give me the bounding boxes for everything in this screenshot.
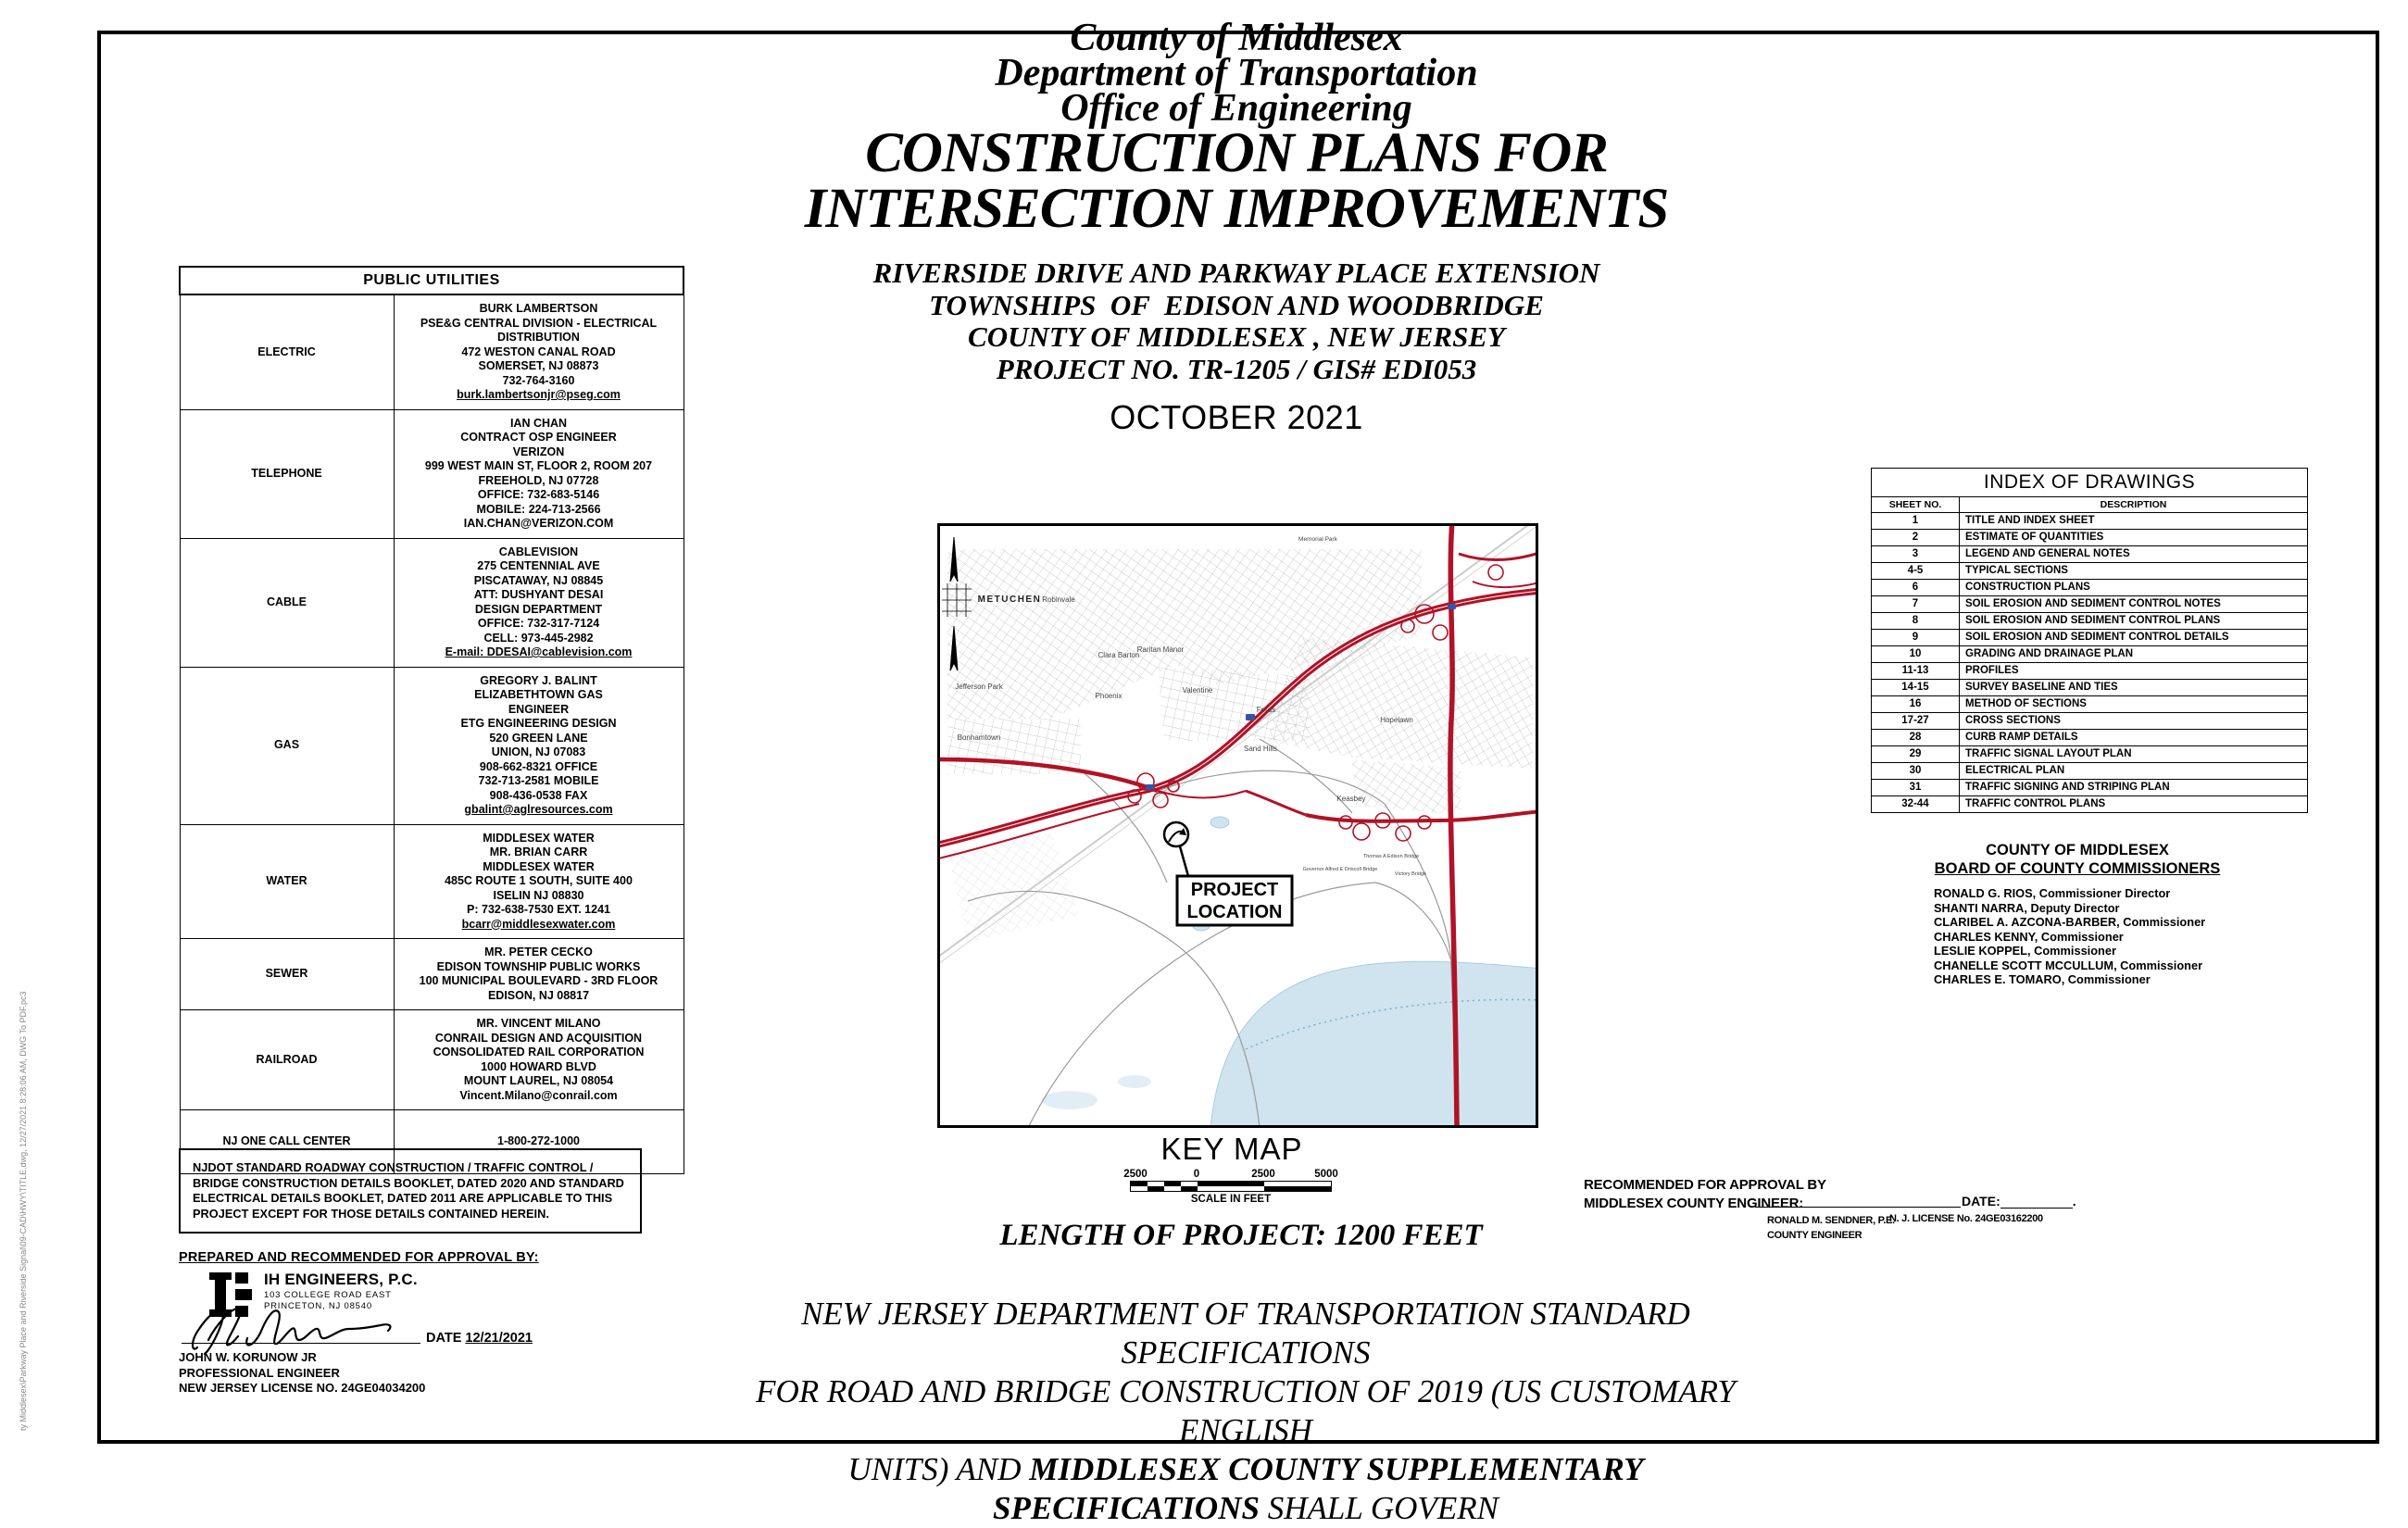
index-description: METHOD OF SECTIONS <box>1960 696 2308 713</box>
index-sheet-no: 14-15 <box>1872 680 1960 696</box>
engineer-block <box>179 1350 425 1396</box>
agency-line-3: Office of Engineering <box>1060 87 1412 130</box>
plan-date: OCTOBER 2021 <box>1110 398 1363 436</box>
index-description: TRAFFIC CONTROL PLANS <box>1960 796 2308 813</box>
scale-label-1: 0 <box>1193 1169 1200 1180</box>
key-map <box>937 523 1538 1128</box>
index-description: SOIL EROSION AND SEDIMENT CONTROL NOTES <box>1960 596 2308 613</box>
map-place-label: Hopelawn <box>1380 716 1413 724</box>
index-sheet-no: 28 <box>1872 730 1960 746</box>
map-place-label: METUCHEN <box>977 595 1042 605</box>
index-description: TRAFFIC SIGNING AND STRIPING PLAN <box>1960 780 2308 796</box>
title-block <box>722 17 1750 437</box>
plot-stamp: ty Middlesex\Parkway Place and Riverside Signal\09-CAD\HWY\TITLE.dwg, 12/27/2021 8:28:06 AM, DWG To PDF.pc3 <box>19 991 28 1431</box>
utility-contact-line: MR. PETER CECKO <box>484 946 593 958</box>
index-row <box>1872 596 2308 613</box>
index-sheet-no: 10 <box>1872 646 1960 663</box>
county-engineer-title: COUNTY ENGINEER <box>1767 1230 1862 1241</box>
utility-contact-line: SOMERSET, NJ 08873 <box>478 359 599 372</box>
board-heading-2: BOARD OF COUNTY COMMISSIONERS <box>1934 860 2221 877</box>
board-member: CHARLES KENNY, Commissioner <box>1934 929 2124 944</box>
index-row <box>1872 563 2308 580</box>
utility-contact-line: DESIGN DEPARTMENT <box>474 602 603 616</box>
index-row <box>1872 580 2308 596</box>
utility-contact-line: MIDDLESEX WATER <box>483 859 595 873</box>
index-description: SOIL EROSION AND SEDIMENT CONTROL PLANS <box>1960 613 2308 630</box>
spec-line-4: SPECIFICATIONS SHALL GOVERN <box>993 1490 1499 1526</box>
utility-contact <box>394 409 684 538</box>
index-row <box>1872 763 2308 780</box>
map-place-label: Keasbey <box>1336 795 1366 803</box>
engineer-license: NEW JERSEY LICENSE NO. 24GE04034200 <box>179 1381 426 1395</box>
board-member: LESLIE KOPPEL, Commissioner <box>1934 944 2116 958</box>
utility-contact-line: 485C ROUTE 1 SOUTH, SUITE 400 <box>445 874 633 887</box>
utility-contact-line: FREEHOLD, NJ 07728 <box>478 473 599 487</box>
utility-label: TELEPHONE <box>180 409 394 538</box>
county-engineer-license: N. J. LICENSE No. 24GE03162200 <box>1889 1213 2043 1224</box>
agency-line-1: County of Middlesex <box>1070 17 1403 59</box>
utility-contact-line: UNION, NJ 07083 <box>491 745 586 758</box>
map-place-label: Victory Bridge <box>1394 871 1427 877</box>
index-row <box>1872 630 2308 646</box>
map-place-label: Fords <box>1256 706 1276 714</box>
utility-contact-line: IAN CHAN <box>509 416 568 430</box>
map-place-label: Memorial Park <box>1298 536 1337 543</box>
spec-line-1: NEW JERSEY DEPARTMENT OF TRANSPORTATION STANDARD SPECIFICATIONS <box>801 1296 1690 1371</box>
utility-label: WATER <box>180 824 394 939</box>
firm-address-1: 103 COLLEGE ROAD EAST <box>264 1290 392 1300</box>
utility-row <box>180 538 684 667</box>
utility-contact-line: CELL: 973-445-2982 <box>483 631 594 645</box>
utility-contact-line: 1-800-272-1000 <box>497 1134 580 1147</box>
index-row <box>1872 680 2308 696</box>
utility-contact-line: IAN.CHAN@VERIZON.COM <box>463 517 614 530</box>
length-of-project: LENGTH OF PROJECT: 1200 FEET <box>999 1219 1483 1252</box>
utility-contact-line: burk.lambertsonjr@pseg.com <box>457 388 621 401</box>
index-description: ESTIMATE OF QUANTITIES <box>1960 530 2308 546</box>
utility-contact-line: OFFICE: 732-317-7124 <box>477 617 600 630</box>
index-sheet-no: 7 <box>1872 596 1960 613</box>
utility-contact <box>394 939 684 1010</box>
index-row <box>1872 796 2308 813</box>
utility-contact-line: PSE&G CENTRAL DIVISION - ELECTRICAL DISTRIBUTION <box>420 316 658 344</box>
utilities-title: PUBLIC UTILITIES <box>180 267 684 294</box>
utility-row <box>180 294 684 409</box>
utility-label: ELECTRIC <box>180 294 394 409</box>
index-description: LEGEND AND GENERAL NOTES <box>1960 546 2308 563</box>
utility-label: CABLE <box>180 538 394 667</box>
index-sheet-no: 17-27 <box>1872 713 1960 730</box>
utility-contact-line: MOUNT LAUREL, NJ 08054 <box>463 1074 614 1087</box>
utility-contact <box>394 294 684 409</box>
spec-line-3: UNITS) AND MIDDLESEX COUNTY SUPPLEMENTARY <box>847 1451 1644 1487</box>
project-location-text-2: LOCATION <box>1186 902 1283 922</box>
scale-bar <box>1123 1169 1338 1205</box>
index-sheet-no: 4-5 <box>1872 563 1960 580</box>
index-sheet-no: 32-44 <box>1872 796 1960 813</box>
index-sheet-no: 6 <box>1872 580 1960 596</box>
key-map-svg <box>940 526 1536 1125</box>
utility-contact-line: GREGORY J. BALINT <box>480 673 597 687</box>
index-description: TRAFFIC SIGNAL LAYOUT PLAN <box>1960 746 2308 763</box>
engineer-name: JOHN W. KORUNOW JR <box>179 1350 317 1364</box>
utility-contact-line: gbalint@aglresources.com <box>464 803 613 816</box>
county-engineer-signature-line <box>1755 1207 1961 1208</box>
index-row <box>1872 713 2308 730</box>
subtitle-3: COUNTY OF MIDDLESEX , NEW JERSEY <box>968 320 1505 353</box>
utility-contact-line: ISELIN NJ 08830 <box>493 888 584 902</box>
utility-contact-line: MR. BRIAN CARR <box>489 845 588 858</box>
board-member: CHARLES E. TOMARO, Commissioner <box>1934 972 2151 986</box>
index-sheet-no: 11-13 <box>1872 663 1960 680</box>
map-place-label: Phoenix <box>1095 692 1122 700</box>
utility-contact-line: Vincent.Milano@conrail.com <box>459 1088 618 1102</box>
utility-contact-line: P: 732-638-7530 EXT. 1241 <box>467 903 610 916</box>
index-row <box>1872 530 2308 546</box>
index-row <box>1872 746 2308 763</box>
firm-address-2: PRINCETON, NJ 08540 <box>264 1301 372 1311</box>
date-value: 12/21/2021 <box>465 1331 533 1346</box>
utility-label: NJ ONE CALL CENTER <box>180 1110 394 1174</box>
map-place-label: Sand Hills <box>1243 745 1278 753</box>
utility-contact-line: bcarr@middlesexwater.com <box>461 917 616 931</box>
index-description: CROSS SECTIONS <box>1960 713 2308 730</box>
map-place-label: Thomas A Edison Bridge <box>1362 854 1420 859</box>
county-engineer-block <box>1767 1213 1895 1243</box>
index-description: SURVEY BASELINE AND TIES <box>1960 680 2308 696</box>
index-description: TYPICAL SECTIONS <box>1960 563 2308 580</box>
utility-contact-line: 100 MUNICIPAL BOULEVARD - 3RD FLOOR <box>419 974 658 987</box>
index-row <box>1872 546 2308 563</box>
index-row <box>1872 613 2308 630</box>
utility-contact-line: MR. VINCENT MILANO <box>476 1017 601 1030</box>
prepared-heading: PREPARED AND RECOMMENDED FOR APPROVAL BY: <box>179 1250 539 1265</box>
scale-caption: SCALE IN FEET <box>1190 1194 1272 1205</box>
utility-row <box>180 1010 684 1110</box>
date-block <box>426 1331 533 1346</box>
utility-contact-line: BURK LAMBERTSON <box>479 302 598 315</box>
utility-contact-line: ELIZABETHTOWN GAS <box>474 688 603 701</box>
utility-contact-line: 732-713-2581 MOBILE <box>478 774 599 787</box>
utility-contact-line: CONSOLIDATED RAIL CORPORATION <box>433 1046 645 1058</box>
specifications-note <box>685 1295 1806 1528</box>
utility-label: RAILROAD <box>180 1010 394 1110</box>
scale-label-2: 2500 <box>1251 1169 1275 1180</box>
utility-contact-line: VERIZON <box>512 445 565 458</box>
utility-contact-line: PISCATAWAY, NJ 08845 <box>473 573 604 587</box>
index-sheet-no: 2 <box>1872 530 1960 546</box>
index-description: SOIL EROSION AND SEDIMENT CONTROL DETAILS <box>1960 630 2308 646</box>
map-place-label: Bonhamtown <box>957 733 1001 742</box>
index-sheet-no: 3 <box>1872 546 1960 563</box>
board-member: CLARIBEL A. AZCONA-BARBER, Commissioner <box>1934 915 2206 929</box>
engineer-title: PROFESSIONAL ENGINEER <box>179 1365 340 1380</box>
public-utilities-table <box>179 266 684 1174</box>
board-member: RONALD G. RIOS, Commissioner Director <box>1934 886 2171 900</box>
project-location-text-1: PROJECT <box>1190 880 1279 900</box>
index-table-body <box>1872 513 2308 813</box>
index-sheet-no: 8 <box>1872 613 1960 630</box>
utility-row <box>180 667 684 824</box>
firm-name: IH ENGINEERS, P.C. <box>264 1271 418 1288</box>
utility-contact-line: 472 WESTON CANAL ROAD <box>461 344 616 358</box>
utility-contact-line: OFFICE: 732-683-5146 <box>477 488 600 501</box>
utility-contact-line: CABLEVISION <box>498 545 579 558</box>
utility-contact-line: CONRAIL DESIGN AND ACQUISITION <box>434 1031 643 1045</box>
index-description: CURB RAMP DETAILS <box>1960 730 2308 746</box>
board-member: SHANTI NARRA, Deputy Director <box>1934 900 2120 915</box>
index-col-sheet-no: SHEET NO. <box>1872 497 1960 513</box>
utility-contact-line: EDISON, NJ 08817 <box>487 988 590 1002</box>
index-title: INDEX OF DRAWINGS <box>1872 469 2308 497</box>
index-sheet-no: 30 <box>1872 763 1960 780</box>
utility-contact-line: 908-662-8321 OFFICE <box>479 759 598 773</box>
index-row <box>1872 780 2308 796</box>
index-sheet-no: 9 <box>1872 630 1960 646</box>
index-description: CONSTRUCTION PLANS <box>1960 580 2308 596</box>
utility-contact-line: 1000 HOWARD BLVD <box>481 1059 596 1073</box>
board-member-list <box>1906 886 2249 987</box>
utility-contact-line: 732-764-3160 <box>502 373 575 387</box>
index-row <box>1872 730 2308 746</box>
utility-contact-line: ENGINEER <box>508 702 570 716</box>
county-engineer-approval-label: RECOMMENDED FOR APPROVAL BY MIDDLESEX COUNTY ENGINEER: <box>1584 1177 1826 1211</box>
utility-contact <box>394 538 684 667</box>
scale-label-0: 2500 <box>1123 1169 1148 1180</box>
index-description: ELECTRICAL PLAN <box>1960 763 2308 780</box>
utility-row <box>180 939 684 1010</box>
map-place-label: Raritan Manor <box>1136 645 1185 654</box>
agency-line-2: Department of Transportation <box>995 52 1478 94</box>
index-col-description: DESCRIPTION <box>1960 497 2308 513</box>
utility-contact-line: MOBILE: 224-713-2566 <box>476 502 601 516</box>
map-place-label: Valentine <box>1182 686 1213 695</box>
index-description: GRADING AND DRAINAGE PLAN <box>1960 646 2308 663</box>
index-of-drawings-table <box>1871 468 2308 813</box>
utility-contact <box>394 824 684 939</box>
map-place-label: Clara Barton <box>1097 651 1140 659</box>
main-title-1: CONSTRUCTION PLANS FOR <box>865 122 1608 184</box>
index-description: TITLE AND INDEX SHEET <box>1960 513 2308 530</box>
index-description: PROFILES <box>1960 663 2308 680</box>
project-location-marker <box>1164 822 1292 925</box>
index-row <box>1872 646 2308 663</box>
index-sheet-no: 29 <box>1872 746 1960 763</box>
utility-contact-line: ATT: DUSHYANT DESAI <box>473 588 604 601</box>
utility-contact-line: EDISON TOWNSHIP PUBLIC WORKS <box>436 959 641 973</box>
utility-label: SEWER <box>180 939 394 1010</box>
spec-line-2: FOR ROAD AND BRIDGE CONSTRUCTION OF 2019 (US CUSTOMARY ENGLISH <box>756 1373 1736 1448</box>
county-engineer-date: DATE: . <box>1962 1194 2076 1209</box>
subtitle-2: TOWNSHIPS OF EDISON AND WOODBRIDGE <box>929 288 1544 321</box>
map-place-label: Robinvale <box>1042 595 1075 604</box>
scale-bar-graphic <box>1130 1181 1332 1192</box>
utilities-table-body <box>180 294 684 1173</box>
utility-contact-line: 275 CENTENNIAL AVE <box>477 559 600 572</box>
utility-row <box>180 409 684 538</box>
signature-line <box>182 1343 420 1344</box>
utility-contact-line: MIDDLESEX WATER <box>483 831 595 845</box>
subtitle-4: PROJECT NO. TR-1205 / GIS# EDI053 <box>996 352 1477 385</box>
utility-contact-line: ETG ENGINEERING DESIGN <box>460 717 617 730</box>
board-heading-1: COUNTY OF MIDDLESEX <box>1986 842 2169 858</box>
index-row <box>1872 513 2308 530</box>
date-label: DATE <box>426 1331 462 1346</box>
utility-contact <box>394 667 684 824</box>
index-sheet-no: 31 <box>1872 780 1960 796</box>
main-title-2: INTERSECTION IMPROVEMENTS <box>804 178 1669 240</box>
utility-contact-line: 908-436-0538 FAX <box>489 788 588 802</box>
utility-contact-line: 999 WEST MAIN ST, FLOOR 2, ROOM 207 <box>424 459 653 472</box>
utility-contact <box>394 1010 684 1110</box>
utility-label: GAS <box>180 667 394 824</box>
map-place-label: Governor Alfred E Driscoll Bridge <box>1302 867 1378 872</box>
scale-label-3: 5000 <box>1314 1169 1338 1180</box>
index-sheet-no: 1 <box>1872 513 1960 530</box>
utility-contact-line: E-mail: DDESAI@cablevision.com <box>445 645 633 658</box>
board-of-commissioners <box>1906 841 2249 987</box>
njdot-note-box: NJDOT STANDARD ROADWAY CONSTRUCTION / TRAFFIC CONTROL / BRIDGE CONSTRUCTION DETAILS BOOKLET, DATED 2020 AND STANDARD ELECTRICAL DETAILS BOOKLET, DATED 2011 ARE APPLICABLE TO THIS PROJECT EXCEPT FOR THOSE DETAILS CONTAINED HEREIN. <box>179 1148 642 1234</box>
index-row <box>1872 663 2308 680</box>
index-sheet-no: 16 <box>1872 696 1960 713</box>
index-row <box>1872 696 2308 713</box>
board-member: CHANELLE SCOTT MCCULLUM, Commissioner <box>1934 958 2203 972</box>
subtitle-1: RIVERSIDE DRIVE AND PARKWAY PLACE EXTENSION <box>872 257 1600 289</box>
utility-contact-line: 520 GREEN LANE <box>489 731 588 745</box>
map-place-label: Jefferson Park <box>955 683 1003 691</box>
utility-row <box>180 824 684 939</box>
county-engineer-name: RONALD M. SENDNER, P.E. <box>1767 1215 1895 1226</box>
water-areas <box>1042 817 1536 1125</box>
key-map-label: KEY MAP <box>1160 1132 1303 1166</box>
utility-contact-line: CONTRACT OSP ENGINEER <box>460 431 617 444</box>
